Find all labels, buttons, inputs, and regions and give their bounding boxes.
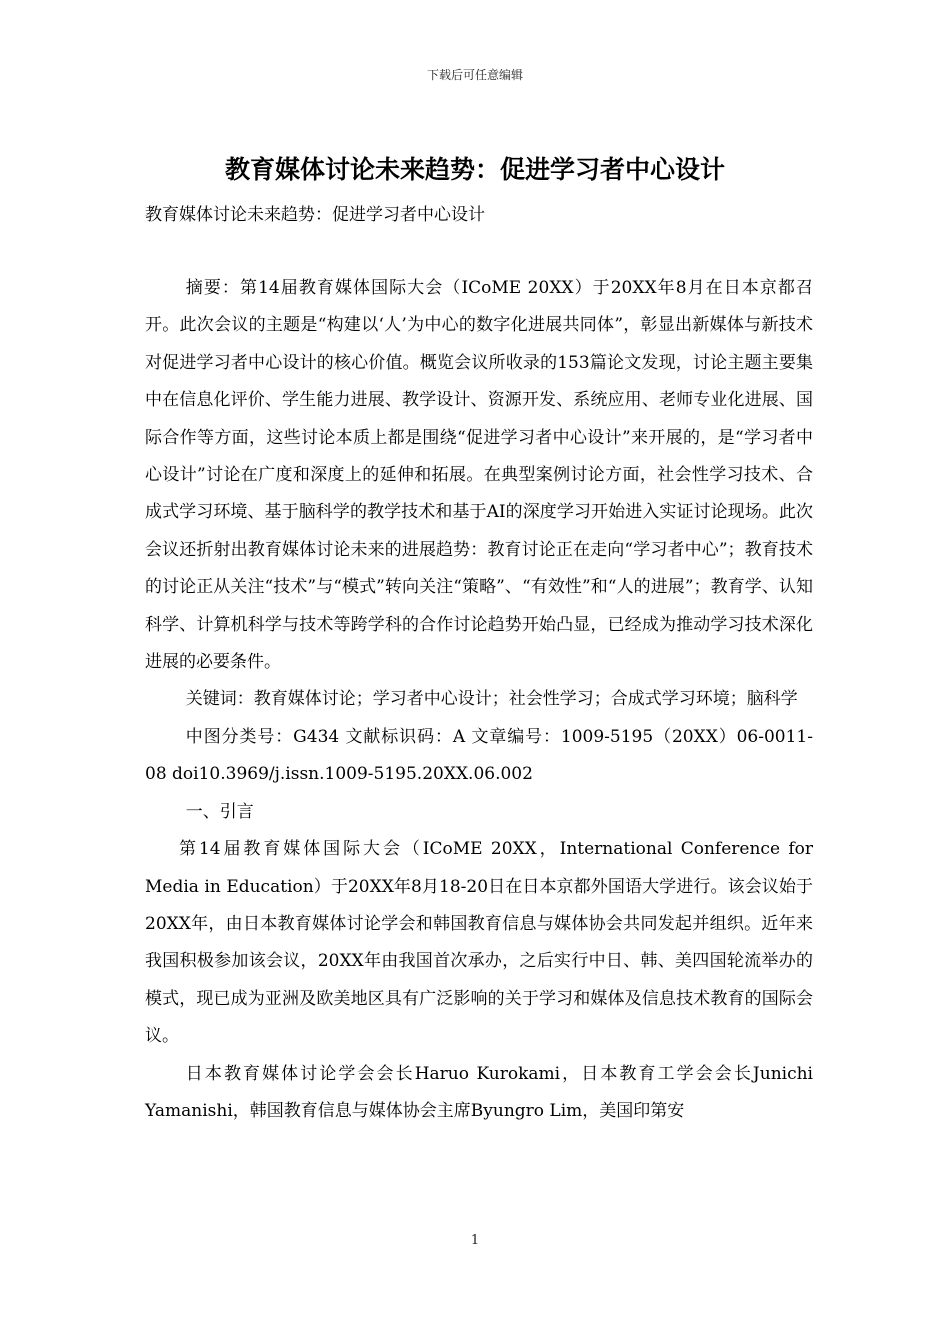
- classification-paragraph: 中图分类号：G434 文献标识码：A 文章编号：1009-5195（20XX）06-0011-08 doi10.3969/j.issn.1009-5195.20XX.06.002: [145, 726, 813, 785]
- document-body: [145, 270, 813, 1130]
- section-heading: 一、引言: [185, 801, 254, 822]
- body-paragraph: 日本教育媒体讨论学会会长Haruo Kurokami，日本教育工学会会长Junichi Yamanishi，韩国教育信息与媒体协会主席Byungro Lim，美国印第安: [145, 1063, 813, 1121]
- document-subtitle: 教育媒体讨论未来趋势：促进学习者中心设计: [145, 205, 485, 225]
- document-title: 教育媒体讨论未来趋势：促进学习者中心设计: [224, 155, 725, 184]
- abstract-paragraph: 摘要：第14届教育媒体国际大会（ICoME 20XX）于20XX年8月在日本京都召开。此次会议的主题是“构建以‘人’为中心的数字化进展共同体”，彰显出新媒体与新技术对促进学习者中心设计的核心价值。概览会议所收录的153篇论文发现，讨论主题主要集中在信息化评价、学生能力进展、教学设计、资源开发、系统应用、老师专业化进展、国际合作等方面，这些讨论本质上都是围绕“促进学习者中心设计”来开展的，是“学习者中心设计”讨论在广度和深度上的延伸和拓展。在典型案例讨论方面，社会性学习技术、合成式学习环境、基于脑科学的教学技术和基于AI的深度学习开始进入实证讨论现场。此次会议还折射出教育媒体讨论未来的进展趋势：教育讨论正在走向“学习者中心”；教育技术的讨论正从关注“技术”与“模式”转向关注“策略”、“有效性”和“人的进展”；教育学、认知科学、计算机科学与技术等跨学科的合作讨论趋势开始凸显，已经成为推动学习技术深化进展的必要条件。: [145, 278, 813, 673]
- keywords-paragraph: 关键词：教育媒体讨论；学习者中心设计；社会性学习；合成式学习环境；脑科学: [185, 689, 798, 710]
- page-header: 下载后可任意编辑: [426, 68, 523, 82]
- page-number: 1: [470, 1233, 480, 1248]
- body-paragraph: 第14届教育媒体国际大会（ICoME 20XX，International Conference for Media in Education）于20XX年8月18-20日在日本京都外国语大学进行。该会议始于20XX年，由日本教育媒体讨论学会和韩国教育信息与媒体协会共同发起并组织。近年来我国积极参加该会议，20XX年由我国首次承办，之后实行中日、韩、美四国轮流举办的模式，现已成为亚洲及欧美地区具有广泛影响的关于学习和媒体及信息技术教育的国际会议。: [145, 839, 813, 1047]
